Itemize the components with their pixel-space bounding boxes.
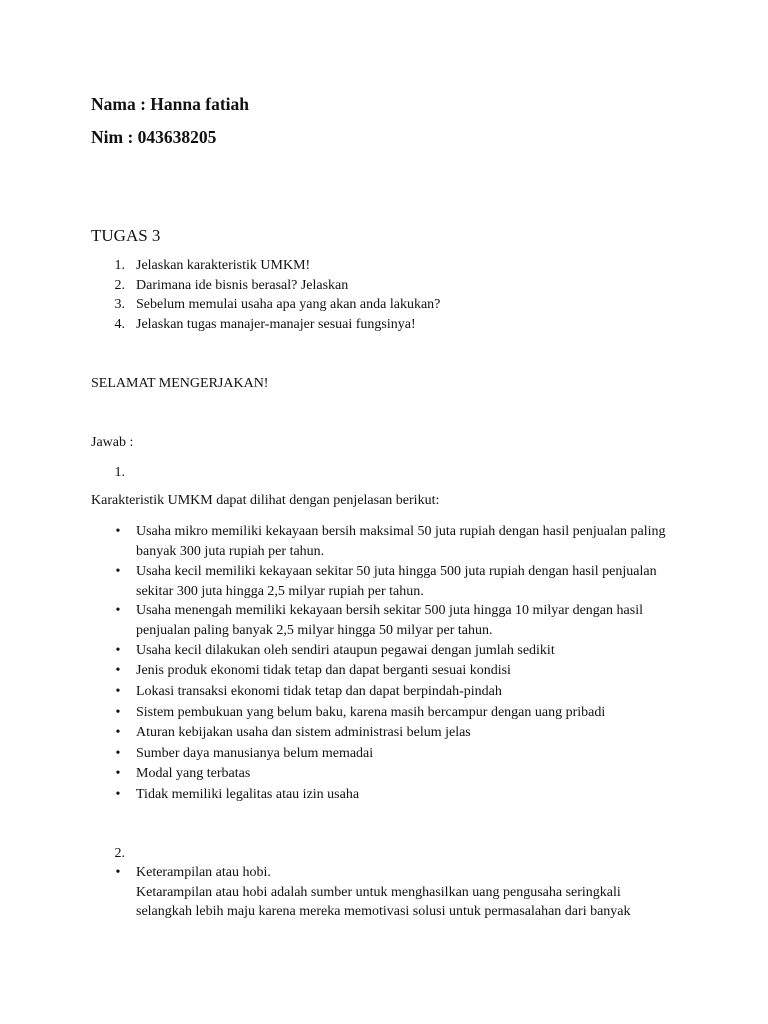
bullet-icon: • [115,643,121,658]
answer-number: 2. [114,846,125,861]
question-text: Jelaskan tugas manajer-manajer sesuai fungsinya! [136,317,416,332]
student-nim: Nim : 043638205 [91,127,217,147]
bullet-text: Modal yang terbatas [136,766,251,781]
student-name: Nama : Hanna fatiah [91,94,249,114]
answer-number: 1. [114,465,125,480]
question-number: 1. [114,258,125,273]
bullet-icon: • [115,865,121,880]
bullet-icon: • [115,766,121,781]
bullet-text: Usaha mikro memiliki kekayaan bersih maksimal 50 juta rupiah dengan hasil penjualan paling banyak 300 juta rupiah per tahun. [136,524,666,559]
bullet-text: Lokasi transaksi ekonomi tidak tetap dan dapat berpindah-pindah [136,684,502,699]
bullet-text: Usaha kecil dilakukan oleh sendiri ataupun pegawai dengan jumlah sedikit [136,643,555,658]
answer-1-intro: Karakteristik UMKM dapat dilihat dengan penjelasan berikut: [91,493,440,508]
bullet-icon: • [115,787,121,802]
bullet-text: Usaha menengah memiliki kekayaan bersih sekitar 500 juta hingga 10 milyar dengan hasil penjualan paling banyak 2,5 milyar hingga 50 milyar per tahun. [136,603,643,638]
bullet-icon: • [115,663,121,678]
bullet-text: Jenis produk ekonomi tidak tetap dan dapat berganti sesuai kondisi [136,663,511,678]
question-number: 4. [114,317,125,332]
bullet-icon: • [115,524,121,539]
bullet-icon: • [115,564,121,579]
bullet-icon: • [115,725,121,740]
question-number: 2. [114,278,125,293]
question-number: 3. [114,297,125,312]
bullet-text: Tidak memiliki legalitas atau izin usaha [136,787,360,802]
bullet-title: Keterampilan atau hobi. [136,865,271,880]
bullet-text-block [136,863,676,922]
bullet-body: Ketarampilan atau hobi adalah sumber untuk menghasilkan uang pengusaha seringkali selangkah lebih maju karena mereka memotivasi solusi untuk permasalahan dari banyak [136,884,631,920]
bullet-text: Sistem pembukuan yang belum baku, karena masih bercampur dengan uang pribadi [136,705,606,720]
bullet-text: Aturan kebijakan usaha dan sistem administrasi belum jelas [136,725,471,740]
question-text: Darimana ide bisnis berasal? Jelaskan [136,278,349,293]
bullet-icon: • [115,746,121,761]
bullet-text: Sumber daya manusianya belum memadai [136,746,374,761]
bullet-text: Usaha kecil memiliki kekayaan sekitar 50 juta hingga 500 juta rupiah dengan hasil penjualan sekitar 300 juta hingga 2,5 milyar rupiah per tahun. [136,564,657,599]
bullet-icon: • [115,603,121,618]
closing-text: SELAMAT MENGERJAKAN! [91,376,269,391]
bullet-icon: • [115,684,121,699]
answer-label: Jawab : [91,435,134,450]
task-title: TUGAS 3 [91,226,161,245]
bullet-icon: • [115,705,121,720]
question-text: Jelaskan karakteristik UMKM! [136,258,311,273]
question-text: Sebelum memulai usaha apa yang akan anda lakukan? [136,297,441,312]
